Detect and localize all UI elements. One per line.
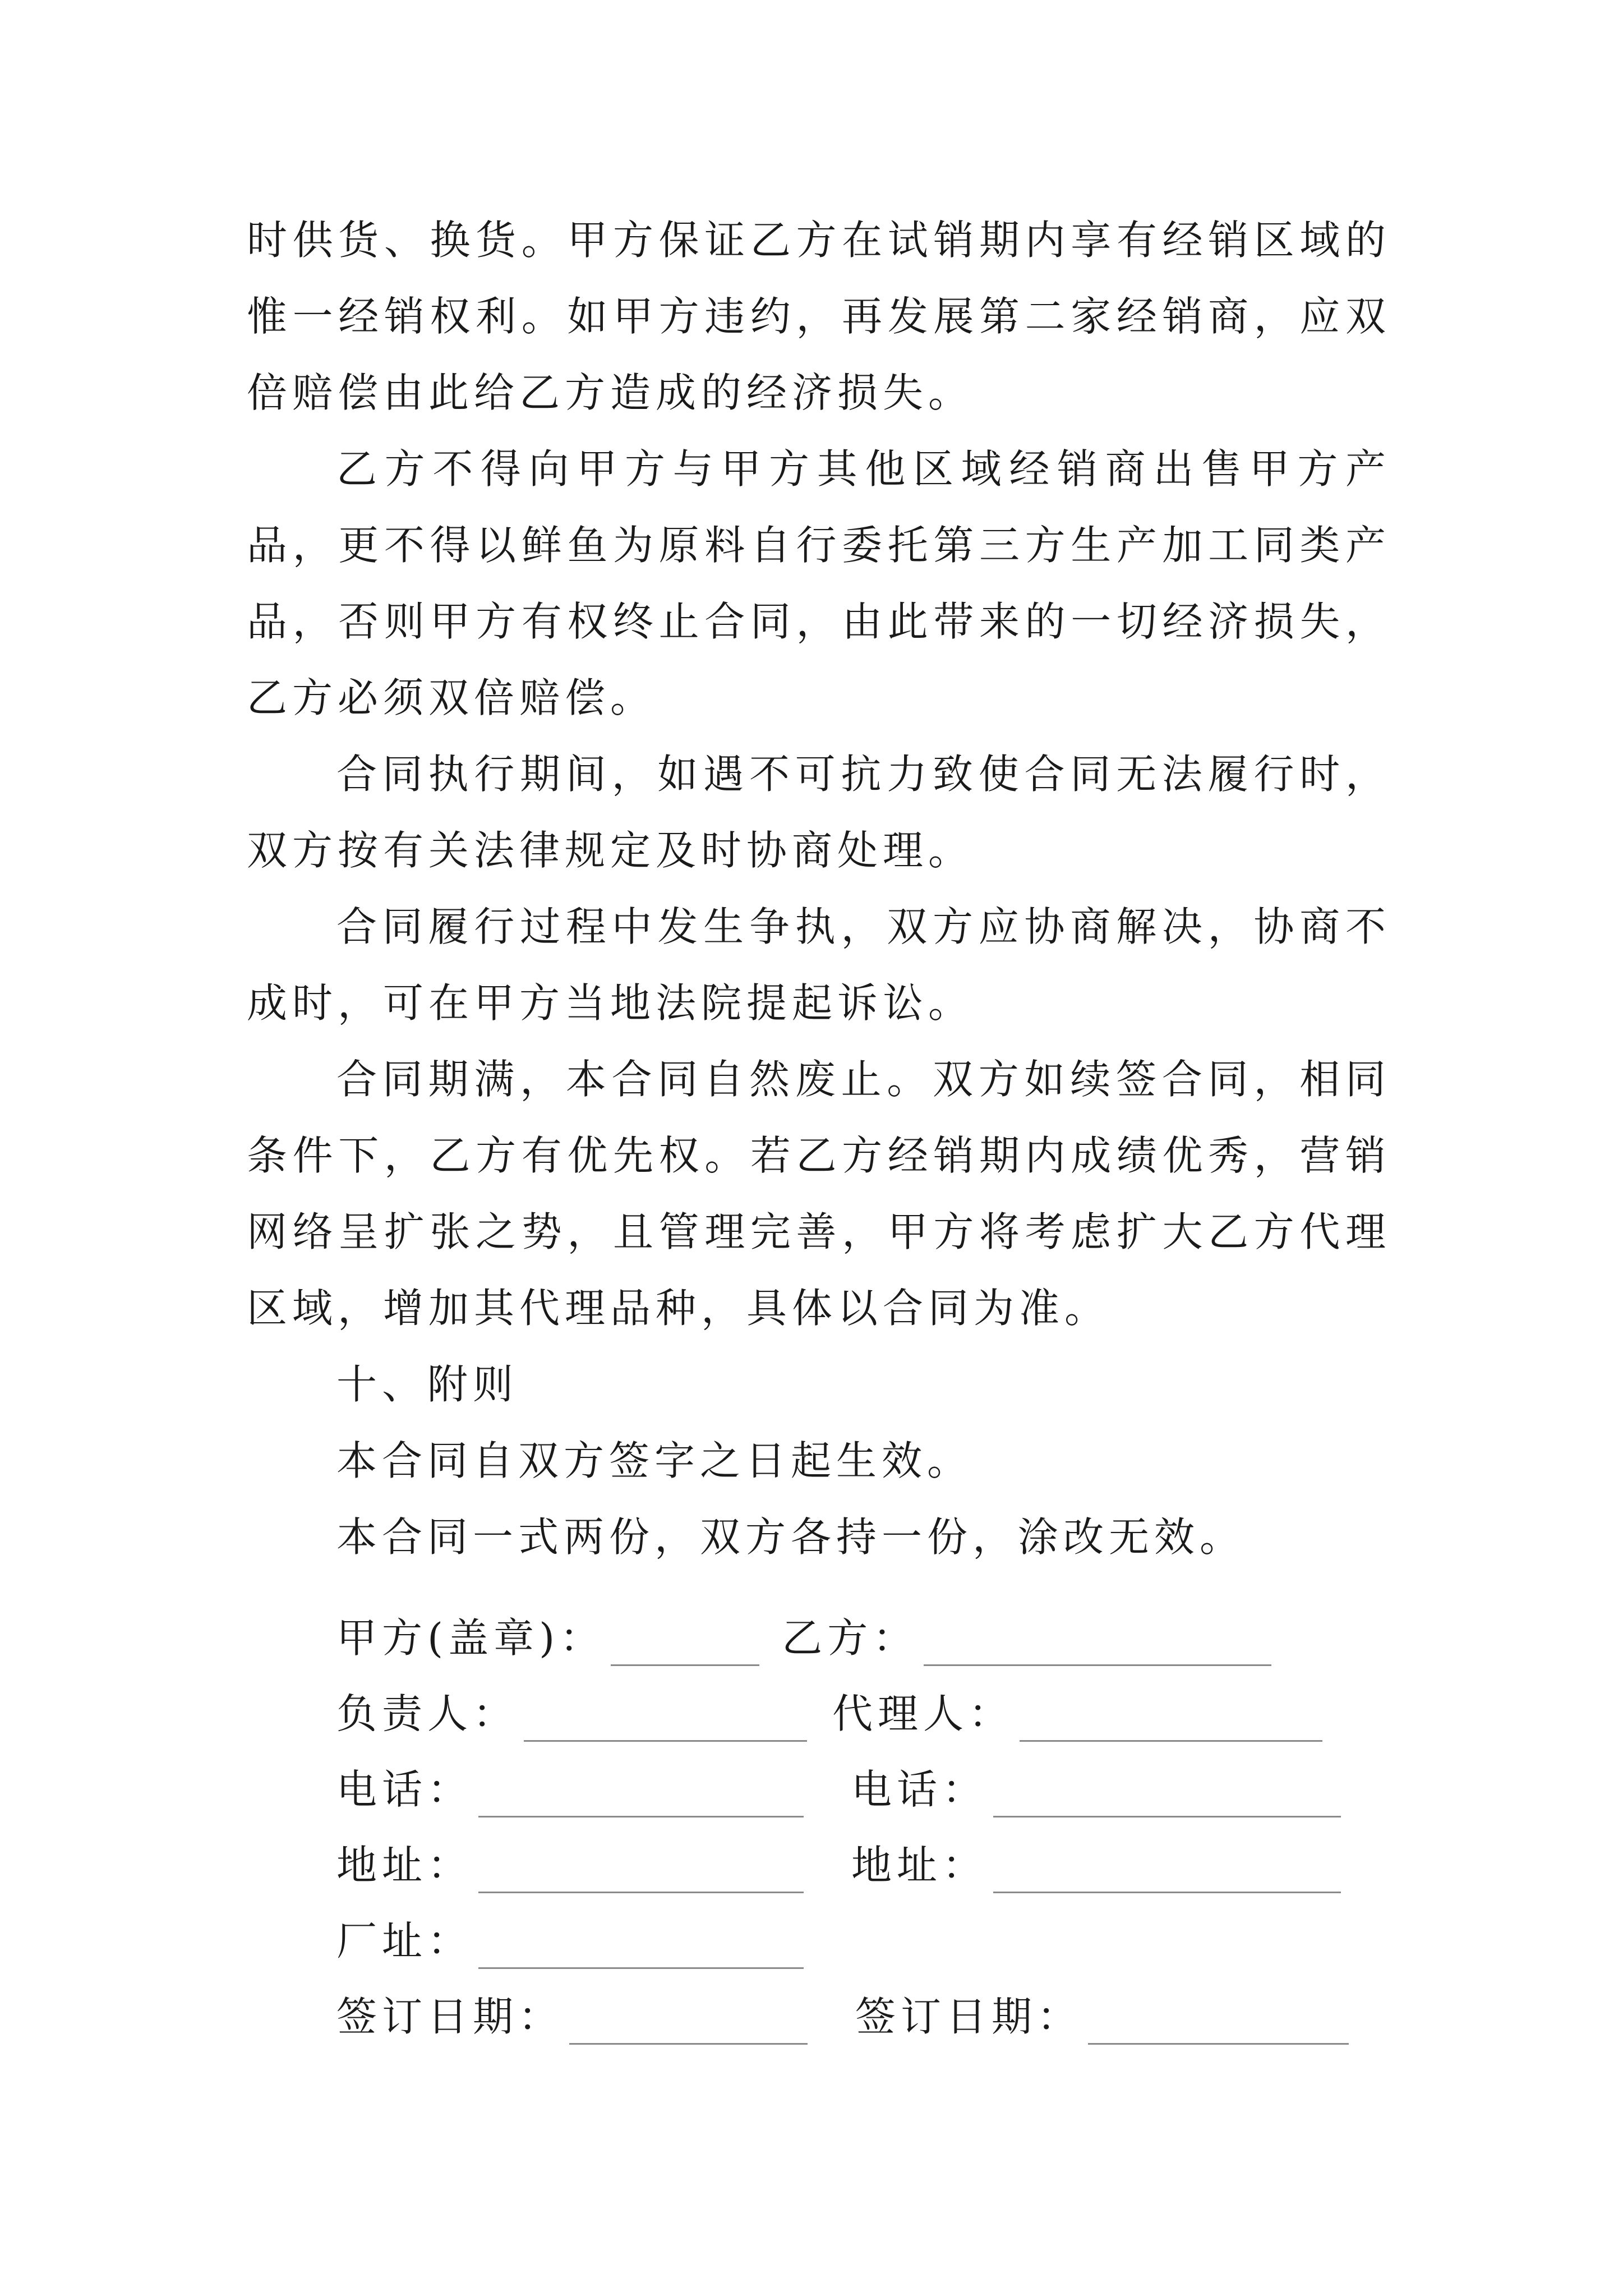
party-b-label: 乙方：: [782, 1614, 919, 1662]
sign-date-a-blank: [569, 2000, 808, 2045]
phone-b-blank: [993, 1773, 1341, 1818]
factory-address-blank: [478, 1925, 804, 1969]
paragraph-effective-date: 本合同自双方签字之日起生效。: [336, 1437, 973, 1484]
party-a-blank: [611, 1622, 759, 1666]
phone-b-label: 电话：: [851, 1766, 988, 1813]
signature-row-parties: [336, 1610, 1271, 1666]
person-in-charge-blank: [524, 1697, 807, 1742]
phone-a-label: 电话：: [336, 1766, 473, 1813]
address-b-blank: [993, 1849, 1341, 1893]
agent-blank: [1020, 1697, 1322, 1742]
paragraph-force-majeure: 合同执行期间，如遇不可抗力致使合同无法履行时，双方按有关法律规定及时协商处理。: [247, 751, 1391, 874]
signature-row-phone: [336, 1761, 1341, 1818]
party-b-blank: [924, 1622, 1271, 1666]
address-a-blank: [478, 1849, 804, 1893]
signature-row-address: [336, 1837, 1341, 1893]
paragraph-supply-exclusivity: 时供货、换货。甲方保证乙方在试销期内享有经销区域的惟一经销权利。如甲方违约，再发展第二家经销商，应双倍赔偿由此给乙方造成的经济损失。: [247, 217, 1391, 416]
agent-label: 代理人：: [832, 1690, 1015, 1737]
sign-date-a-label: 签订日期：: [336, 1993, 564, 2040]
sign-date-b-blank: [1088, 2000, 1349, 2045]
contract-body: [247, 202, 1391, 1575]
factory-address-label: 厂址：: [336, 1917, 473, 1964]
signature-row-factory: [336, 1913, 804, 1969]
paragraph-dispute-resolution: 合同履行过程中发生争执，双方应协商解决，协商不成时，可在甲方当地法院提起诉讼。: [247, 903, 1391, 1027]
sign-date-b-label: 签订日期：: [855, 1993, 1083, 2040]
paragraph-copies: 本合同一式两份，双方各持一份，涂改无效。: [336, 1513, 1246, 1561]
address-b-label: 地址：: [851, 1842, 988, 1889]
signature-row-representatives: [336, 1686, 1322, 1742]
party-a-label: 甲方(盖章)：: [336, 1614, 606, 1662]
phone-a-blank: [478, 1773, 804, 1818]
section-heading-appendix: 十、附则: [336, 1361, 519, 1408]
person-in-charge-label: 负责人：: [336, 1690, 519, 1737]
paragraph-contract-expiry: 合同期满，本合同自然废止。双方如续签合同，相同条件下，乙方有优先权。若乙方经销期内成绩优秀，营销网络呈扩张之势，且管理完善，甲方将考虑扩大乙方代理区域，增加其代理品种，具体以合同为准。: [247, 1056, 1391, 1332]
paragraph-resale-restriction: 乙方不得向甲方与甲方其他区域经销商出售甲方产品，更不得以鲜鱼为原料自行委托第三方生产加工同类产品，否则甲方有权终止合同，由此带来的一切经济损失，乙方必须双倍赔偿。: [247, 445, 1391, 721]
signature-row-dates: [336, 1989, 1349, 2045]
address-a-label: 地址：: [336, 1842, 473, 1889]
